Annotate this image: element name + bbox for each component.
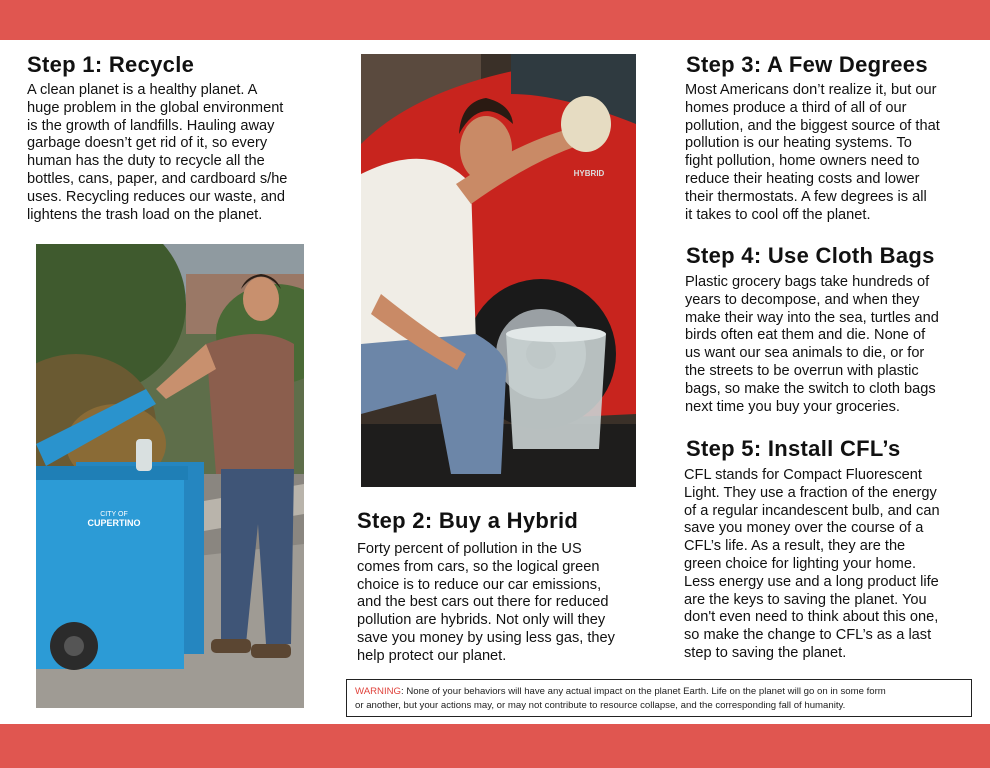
step-4-line: us want our sea animals to die, or for	[685, 345, 925, 362]
step-1-title: Step 1: Recycle	[27, 52, 195, 77]
step-5-line: CFL’s life. As a result, they are the	[684, 538, 906, 555]
step-3-line: Most Americans don’t realize it, but our	[685, 82, 937, 98]
step-3-line: it takes to cool off the planet.	[685, 206, 871, 223]
step-5-line: of a regular incandescent bulb, and can	[684, 502, 940, 519]
step-5-line: Less energy use and a long product life	[684, 573, 939, 590]
step-4-title: Step 4: Use Cloth Bags	[686, 243, 935, 268]
recycling-photo	[36, 244, 304, 708]
step-2-line: save you money by using less gas, they	[357, 629, 615, 646]
step-3-line: pollution, and the biggest source of that	[685, 117, 940, 134]
step-4-line: bags, so make the switch to cloth bags	[685, 380, 936, 397]
step-4-line: birds often eat them and die. None of	[685, 327, 926, 344]
step-2-line: and the best cars out there for reduced	[357, 594, 609, 611]
warning-text-1: : None of your behaviors will have any actual impact on the planet Earth. Life on the planet will go on in some form	[401, 686, 886, 697]
step-1-line: garbage doesn’t get rid of it, so every	[27, 135, 268, 152]
step-5-line: don't even need to think about this one,	[684, 609, 939, 626]
warning-box	[346, 679, 972, 717]
bottom-color-band	[0, 724, 990, 768]
step-1-body	[27, 82, 327, 224]
bin-brand-line1: CITY OF	[100, 511, 128, 518]
step-5-line: save you money over the course of a	[684, 520, 924, 537]
hybrid-car-photo	[361, 54, 636, 487]
step-5-line: CFL stands for Compact Fluorescent	[684, 467, 922, 483]
step-4-line: next time you buy your groceries.	[685, 398, 900, 415]
step-2-line: help protect our planet.	[357, 647, 507, 664]
step-2-line: choice is to reduce our car emissions,	[357, 576, 602, 593]
step-2-line: Forty percent of pollution in the US	[357, 541, 582, 557]
bin-brand-line2: CUPERTINO	[87, 518, 141, 528]
step-3-line: reduce their heating costs and lower	[685, 170, 920, 187]
step-1-line: human has the duty to recycle all the	[27, 153, 265, 170]
step-2-title: Step 2: Buy a Hybrid	[357, 508, 579, 533]
car-badge: HYBRID	[573, 169, 605, 178]
step-1-line: bottles, cans, paper, and cardboard s/he	[27, 170, 288, 187]
step-5-line: Light. They use a fraction of the energy	[684, 484, 937, 501]
top-color-band	[0, 0, 990, 40]
step-3-line: their thermostats. A few degrees is all	[685, 188, 927, 205]
step-3-title: Step 3: A Few Degrees	[686, 52, 928, 77]
step-3-line: homes produce a third of all of our	[685, 99, 907, 116]
step-5-line: green choice for lighting your home.	[684, 555, 917, 572]
step-3-line: fight pollution, home owners need to	[685, 153, 920, 170]
step-1-line: is the growth of landfills. Hauling away	[27, 117, 275, 134]
step-5-body	[684, 467, 984, 663]
warning-line-1	[355, 685, 963, 699]
step-1-line: lightens the trash load on the planet.	[27, 206, 263, 223]
step-1-line: A clean planet is a healthy planet. A	[27, 82, 258, 98]
step-5-line: are the keys to saving the planet. You	[684, 591, 927, 608]
step-5-line: so make the change to CFL’s as a last	[684, 627, 932, 644]
step-1-line: huge problem in the global environment	[27, 99, 284, 116]
step-3-body	[685, 82, 983, 224]
step-4-line: the streets to be overrun with plastic	[685, 362, 919, 379]
step-2-line: comes from cars, so the logical green	[357, 558, 600, 575]
step-2-line: pollution are hybrids. Not only will they	[357, 612, 606, 629]
step-4-line: years to decompose, and when they	[685, 291, 920, 308]
step-1-line: uses. Recycling reduces our waste, and	[27, 188, 285, 205]
step-5-title: Step 5: Install CFL’s	[686, 436, 901, 461]
warning-label: WARNING	[355, 686, 402, 697]
step-3-line: pollution is our heating systems. To	[685, 135, 912, 152]
step-4-line: make their way into the sea, turtles and	[685, 309, 939, 326]
step-4-body	[685, 274, 983, 416]
step-4-line: Plastic grocery bags take hundreds of	[685, 274, 930, 290]
warning-line-2: or another, but your actions may, or may not contribute to resource collapse, and the corresponding fall of humanity.	[355, 699, 846, 711]
step-5-line: step to saving the planet.	[684, 644, 847, 661]
step-2-body	[357, 541, 657, 666]
